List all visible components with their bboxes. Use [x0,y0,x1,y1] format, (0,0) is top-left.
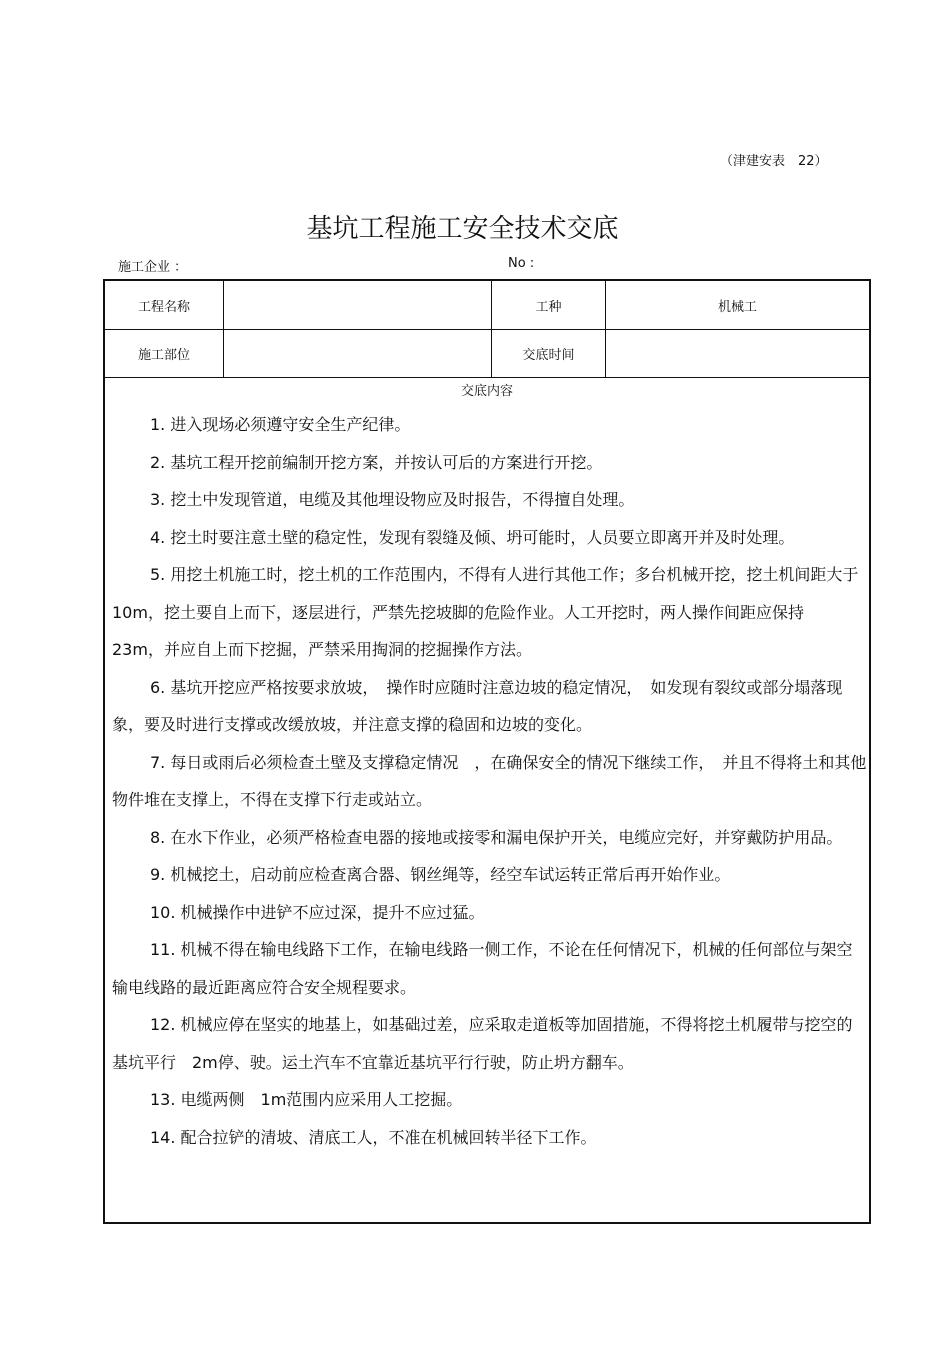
briefing-item: 4. 挖土时要注意土壁的稳定性，发现有裂缝及倾、坍可能时，人员要立即离开并及时处理。 [150,527,795,547]
briefing-item: 14. 配合拉铲的清坡、清底工人，不准在机械回转半径下工作。 [150,1127,597,1147]
briefing-item: 8. 在水下作业，必须严格检查电器的接地或接零和漏电保护开关，电缆应完好，并穿戴防护用品。 [150,827,843,847]
location-field [224,330,491,377]
briefing-item: 2. 基坑工程开挖前编制开挖方案，并按认可后的方案进行开挖。 [150,452,603,472]
briefing-item: 1. 进入现场必须遵守安全生产纪律。 [150,415,411,434]
number-label: No : [508,256,535,271]
briefing-item: 9. 机械挖土，启动前应检查离合器、钢丝绳等，经空车试运转正常后再开始作业。 [150,865,731,884]
briefing-time-label: 交底时间 [522,348,575,363]
form-code: （津建安表 22） [720,154,828,169]
briefing-item: 7. 每日或雨后必须检查土壁及支撑稳定情况 ，在确保安全的情况下继续工作， 并且不得将土和其他物件堆在支撑上，不得在支撑下行走或站立。 [112,752,867,809]
briefing-item: 13. 电缆两侧 1m范围内应采用人工挖掘。 [150,1090,463,1109]
company-label: 施工企业 ： [118,260,188,275]
trade-label: 工种 [535,299,562,315]
project-name-label: 工程名称 [137,299,190,315]
briefing-item: 10. 机械操作中进铲不应过深，提升不应过猛。 [150,902,485,922]
project-name-field [224,281,491,329]
briefing-item: 5. 用挖土机施工时，挖土机的工作范围内，不得有人进行其他工作；多台机械开挖，挖土机间距大于 10m，挖土要自上而下，逐层进行，严禁先挖坡脚的危险作业。人工开挖时，两人操作间距应保持 23m，并应自上而下挖掘，严禁采用掏洞的挖掘操作方法。 [112,565,875,659]
briefing-form [103,279,875,1224]
briefing-items [112,406,875,1156]
briefing-item: 11. 机械不得在输电线路下工作，在输电线路一侧工作，不论在任何情况下，机械的任何部位与架空输电线路的最近距离应符合安全规程要求。 [112,940,853,997]
briefing-item: 6. 基坑开挖应严格按要求放坡， 操作时应随时注意边坡的稳定情况， 如发现有裂纹或部分塌落现象，要及时进行支撑或改缓放坡，并注意支撑的稳固和边坡的变化。 [112,677,843,734]
briefing-item: 12. 机械应停在坚实的地基上，如基础过差，应采取走道板等加固措施，不得将挖土机履带与挖空的基坑平行 2m停、驶。运土汽车不宜靠近基坑平行行驶，防止坍方翻车。 [112,1015,853,1072]
location-label: 施工部位 [137,348,190,363]
page-title: 基坑工程施工安全技术交底 [306,214,619,244]
row-divider [105,377,869,378]
briefing-time-field [606,330,869,377]
trade-value: 机械工 [717,299,757,315]
briefing-content-label: 交底内容 [460,384,513,399]
briefing-item: 3. 挖土中发现管道，电缆及其他埋设物应及时报告，不得擅自处理。 [150,490,635,509]
